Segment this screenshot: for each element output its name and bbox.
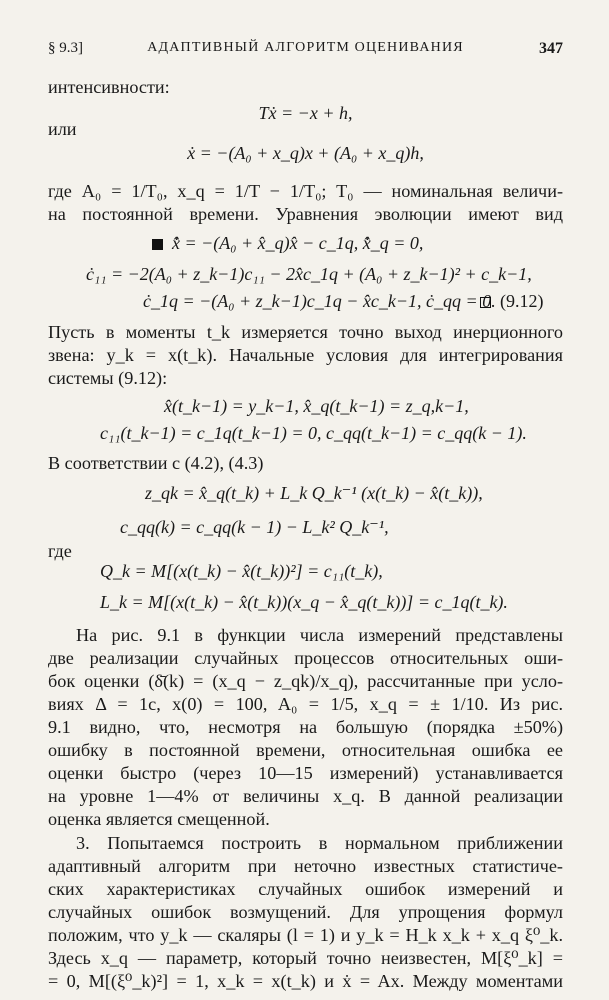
- text-line: бок оценки (δ̄(k) = (x_q − z_qk)/x_q), рассчитанные при усло-: [48, 671, 563, 691]
- section-ref: § 9.3]: [48, 40, 83, 56]
- text-line: случайных ошибок возмущений. Для упрощения формул: [48, 902, 563, 922]
- text-line: 3. Попытаемся построить в нормальном приближении: [76, 833, 563, 853]
- equation-system-line-1: [152, 232, 423, 254]
- text-line: В соответствии с (4.2), (4.3): [48, 453, 264, 473]
- hollow-square-marker: [480, 297, 491, 308]
- equation-10: Q_k = M[(x(t_k) − x̂(t_k))²] = c₁₁(t_k),: [100, 561, 383, 581]
- text-line: = 0, M[(ξ⁰_k)²] = 1, x_k = x(t_k) и ẋ = Ax. Между моментами: [48, 971, 563, 991]
- equation-5: ċ_1q = −(A₀ + z_k−1)c_1q − x̂c_k−1, ċ_qq = 0.: [143, 291, 496, 311]
- black-square-marker: [152, 239, 163, 250]
- text-line: где: [48, 541, 72, 561]
- equation-number: (9.12): [500, 291, 544, 311]
- text-line: звена: y_k = x(t_k). Начальные условия для интегрирования: [48, 345, 563, 365]
- text-line: или: [48, 119, 77, 139]
- equation-11: L_k = M[(x(t_k) − x̂(t_k))(x_q − x̂_q(t_k))] = c_1q(t_k).: [100, 592, 508, 612]
- equation-8: z_qk = x̂_q(t_k) + L_k Q_k⁻¹ (x(t_k) − x̂(t_k)),: [145, 483, 483, 503]
- page-number: 347: [539, 40, 563, 57]
- equation-9: c_qq(k) = c_qq(k − 1) − L_k² Q_k⁻¹,: [120, 517, 389, 537]
- equation-7: c₁₁(t_k−1) = c_1q(t_k−1) = 0, c_qq(t_k−1) = c_qq(k − 1).: [100, 423, 527, 443]
- text-line: ошибку в постоянной времени, относительная ошибка ее: [48, 740, 563, 760]
- text-line: на постоянной времени. Уравнения эволюции имеют вид: [48, 204, 563, 224]
- text-line: оценка является смещенной.: [48, 809, 270, 829]
- equation-3: x̂̇ = −(A₀ + x̂_q)x̂ − c_1q, x̂̇_q = 0,: [172, 233, 424, 253]
- text-line: Здесь x_q — параметр, который точно неизвестен, M[ξ⁰_k] =: [48, 948, 563, 968]
- text-line: виях Δ = 1с, x(0) = 100, A₀ = 1/5, x_q = ± 1/10. Из рис.: [48, 694, 563, 714]
- running-title: АДАПТИВНЫЙ АЛГОРИТМ ОЦЕНИВАНИЯ: [147, 40, 464, 55]
- equation-1: Tẋ = −x + h,: [258, 103, 353, 123]
- text-line: адаптивный алгоритм при неточно известных статистиче-: [48, 856, 563, 876]
- text-line: 9.1 видно, что, несмотря на большую (порядка ±50%): [48, 717, 563, 737]
- text-line: оценки быстро (через 10—15 измерений) устанавливается: [48, 763, 563, 783]
- equation-4: ċ₁₁ = −2(A₀ + z_k−1)c₁₁ − 2x̂c_1q + (A₀ + z_k−1)² + c_k−1,: [86, 264, 532, 284]
- text-line: где A₀ = 1/T₀, x_q = 1/T − 1/T₀; T₀ — номинальная величи-: [48, 181, 563, 201]
- text-line: положим, что y_k — скаляры (l = 1) и y_k = H_k x_k + x_q ξ⁰_k.: [48, 925, 563, 945]
- text-line: две реализации случайных процессов относительных оши-: [48, 648, 563, 668]
- text-line: Пусть в моменты t_k измеряется точно выход инерционного: [48, 322, 563, 342]
- text-line: системы (9.12):: [48, 368, 168, 388]
- equation-2: ẋ = −(A₀ + x_q)x + (A₀ + x_q)h,: [187, 143, 424, 163]
- text-line: ских характеристиках случайных ошибок измерений и: [48, 879, 563, 899]
- running-header: [48, 40, 563, 66]
- equation-6: x̂(t_k−1) = y_k−1, x̂_q(t_k−1) = z_q,k−1,: [164, 396, 469, 416]
- text-line: На рис. 9.1 в функции числа измерений представлены: [76, 625, 563, 645]
- text-line: на уровне 1—4% от величины x_q. В данной реализации: [48, 786, 563, 806]
- text-line: интенсивности:: [48, 77, 170, 97]
- equation-tag: [480, 290, 544, 312]
